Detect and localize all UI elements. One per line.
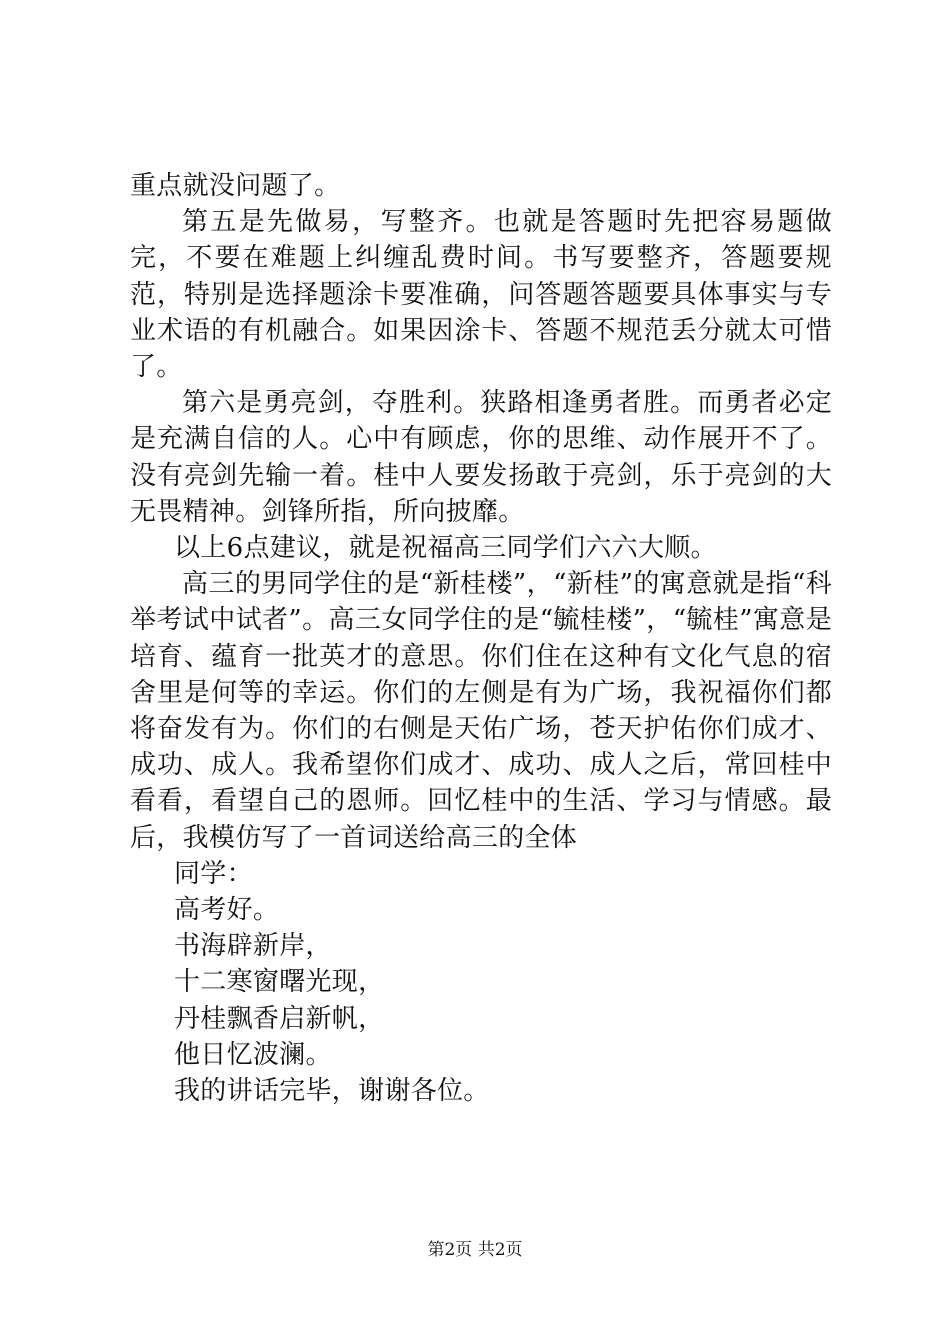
page-number-footer: 第2页 共2页 — [427, 1240, 523, 1260]
paragraph-5: 高三的男同学住的是“新桂楼”，“新桂”的寓意就是指“科举考试中试者”。高三女同学住的是“毓桂楼”，“毓桂”寓意是培育、蕴育一批英才的意思。你们住在这种有文化气息的宿舍里是何等的幸运。你们的左侧是有为广场，我祝福你们都将奋发有为。你们的右侧是天佑广场，苍天护佑你们成才、成功、成人。我希望你们成才、成功、成人之后，常回桂中看看，看望自己的恩师。回忆桂中的生活、学习与情感。最后，我模仿写了一首词送给高三的全体 — [130, 569, 832, 853]
text-line-2: 高考好。 — [174, 895, 280, 926]
text-line-5: 丹桂飘香启新帆， — [174, 1003, 385, 1034]
text-line-7: 我的讲话完毕，谢谢各位。 — [174, 1076, 490, 1107]
paragraph-1: 重点就没问题了。 — [130, 171, 341, 201]
text-line-1: 同学： — [174, 858, 253, 889]
text-line-6: 他日忆波澜。 — [174, 1039, 332, 1070]
paragraph-4: 以上6点建议，就是祝福高三同学们六六大顺。 — [174, 533, 717, 564]
paragraph-2: 第五是先做易，写整齐。也就是答题时先把容易题做完，不要在难题上纠缠乱费时间。书写要整齐，答题要规范，特别是选择题涂卡要准确，问答题答题要具体事实与专业术语的有机融合。如果因涂卡、答题不规范丢分就太可惜了。 — [130, 207, 832, 383]
paragraph-3: 第六是勇亮剑，夺胜利。狭路相逢勇者胜。而勇者必定是充满自信的人。心中有顾虑，你的思维、动作展开不了。没有亮剑先输一着。桂中人要发扬敢于亮剑，乐于亮剑的大无畏精神。剑锋所指，所向披靡。 — [130, 388, 832, 527]
text-line-4: 十二寒窗曙光现， — [174, 967, 385, 998]
document-body — [130, 168, 832, 1109]
text-line-3: 书海辟新岸， — [174, 931, 332, 962]
